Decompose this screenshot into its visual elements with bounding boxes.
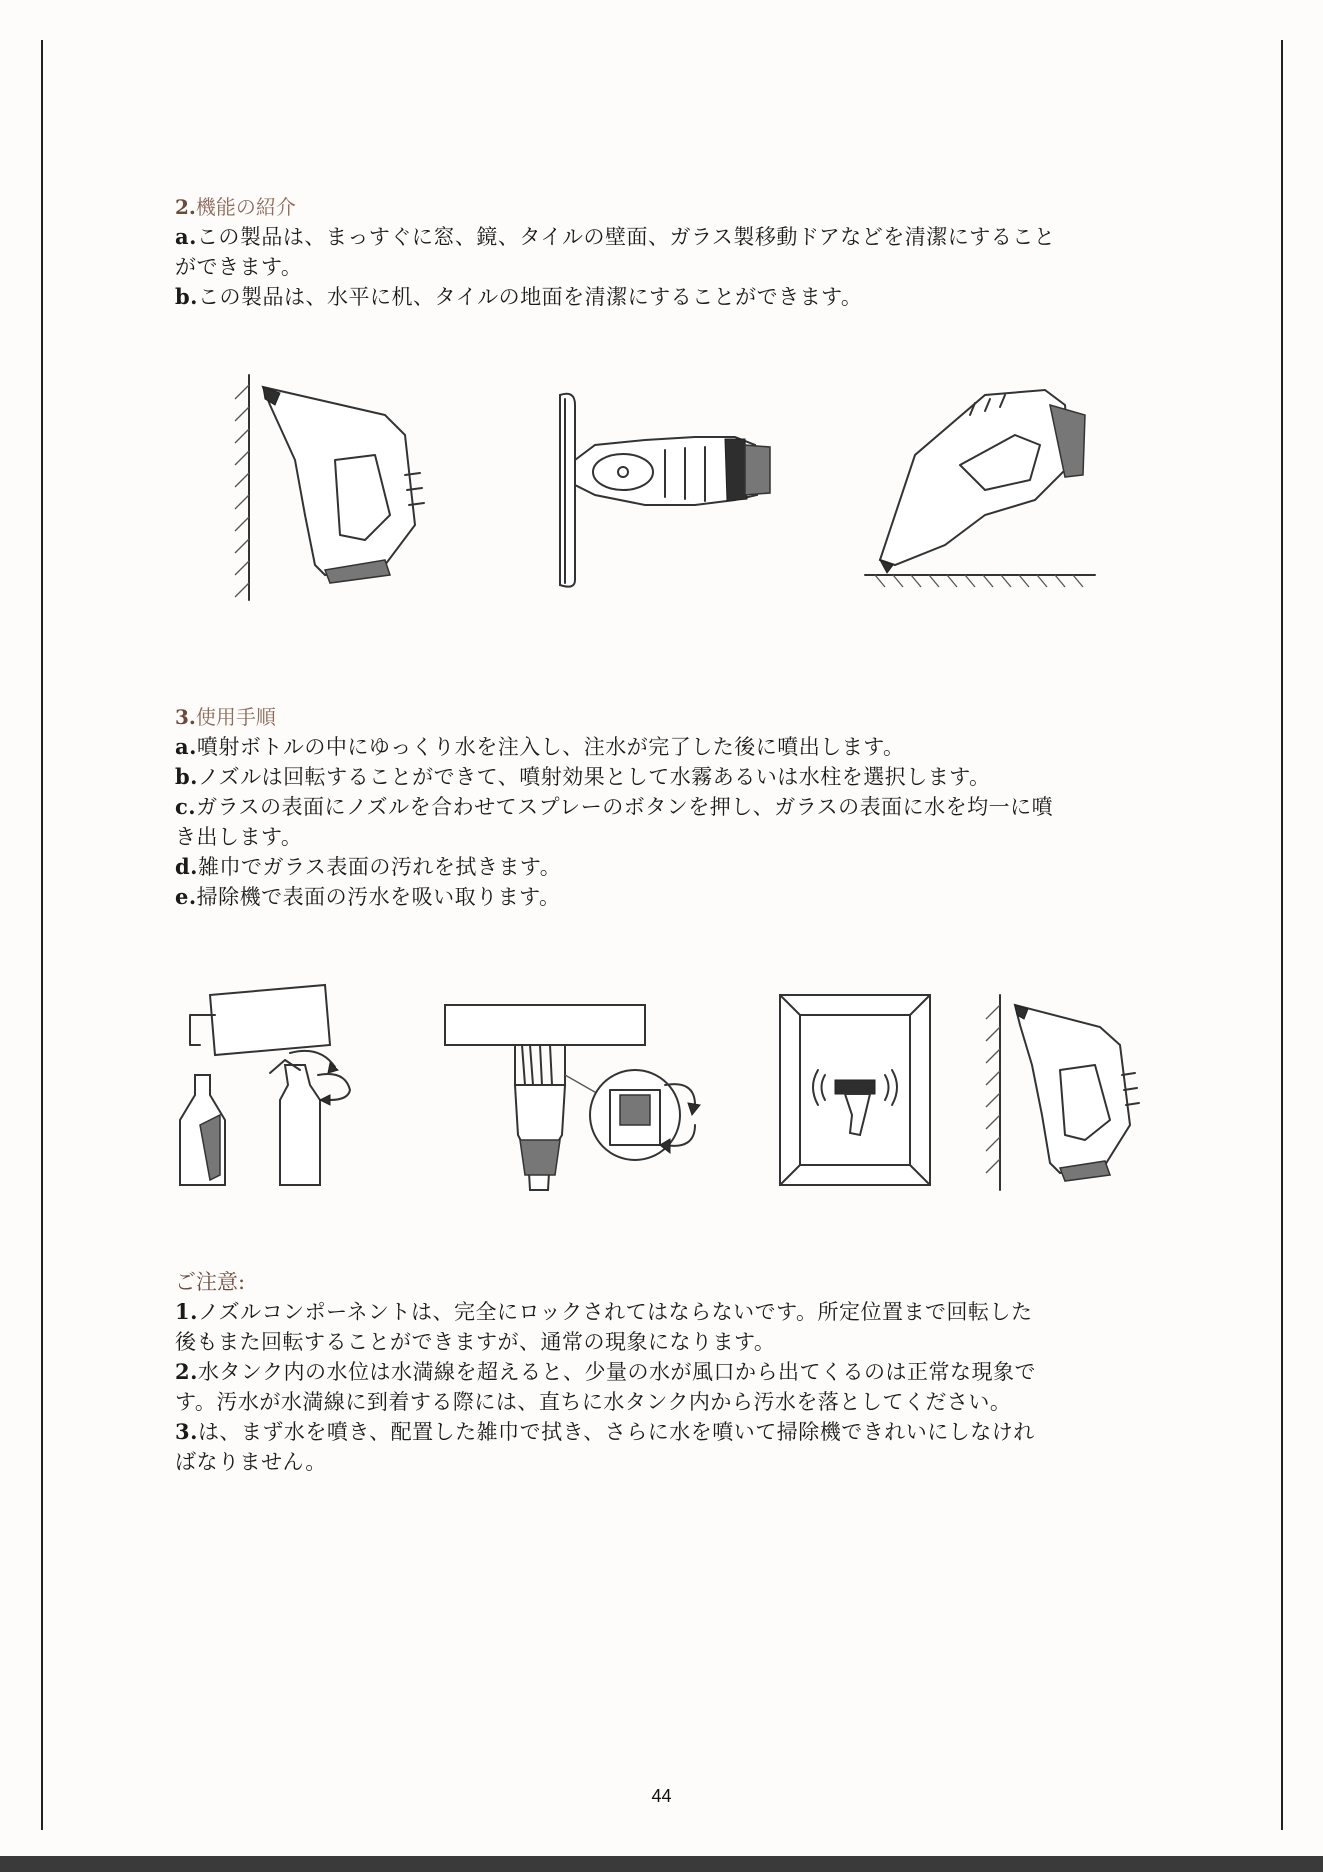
page-border-left — [41, 40, 43, 1830]
note-line: ばなりません。 — [175, 1450, 327, 1474]
usage-figures-row-2 — [170, 975, 1170, 1205]
text-line: c.ガラスの表面にノズルを合わせてスプレーのボタンを押し、ガラスの表面に水を均一に噴 — [175, 794, 1054, 819]
text-line: a.この製品は、まっすぐに窓、鏡、タイルの壁面、ガラス製移動ドアなどを清潔にすること — [175, 224, 1056, 249]
vacuum-on-wall-illustration — [235, 375, 424, 600]
vacuum-suction-wall-illustration — [986, 995, 1139, 1190]
section-usage-steps — [175, 702, 1195, 912]
text-line: b.この製品は、水平に机、タイルの地面を清潔にすることができます。 — [175, 284, 863, 309]
page-border-right — [1281, 40, 1283, 1830]
text-line: b.ノズルは回転することができて、噴射効果として水霧あるいは水柱を選択します。 — [175, 764, 991, 789]
section-notes — [175, 1267, 1195, 1477]
note-line: 2.水タンク内の水位は水満線を超えると、少量の水が風口から出てくるのは正常な現象で — [175, 1359, 1037, 1384]
vacuum-front-view-illustration — [560, 394, 770, 587]
note-line: 3.は、まず水を噴き、配置した雑巾で拭き、さらに水を噴いて掃除機できれいにしなけれ — [175, 1419, 1035, 1444]
text-line: き出します。 — [175, 825, 303, 849]
spray-on-window-illustration — [780, 995, 930, 1185]
note-line: す。汚水が水満線に到着する際には、直ちに水タンク内から汚水を落としてください。 — [175, 1390, 1012, 1414]
scan-bottom-edge — [0, 1856, 1323, 1872]
text-line: a.噴射ボトルの中にゆっくり水を注入し、注水が完了した後に噴出します。 — [175, 734, 905, 759]
spray-bottle-filling-illustration — [180, 985, 350, 1185]
usage-figures-row-1 — [225, 365, 1105, 605]
nozzle-rotation-illustration — [445, 1005, 700, 1190]
text-line: d.雑巾でガラス表面の汚れを拭きます。 — [175, 854, 562, 879]
section-heading: 3.使用手順 — [175, 705, 276, 729]
note-line: 後もまた回転することができますが、通常の現象になります。 — [175, 1330, 776, 1354]
text-line: ができます。 — [175, 255, 303, 279]
section-heading: 2.機能の紹介 — [175, 195, 296, 219]
page-number: 44 — [651, 1786, 672, 1806]
section-functions — [175, 192, 1195, 312]
note-line: 1.ノズルコンポーネントは、完全にロックされてはならないです。所定位置まで回転した — [175, 1299, 1033, 1324]
text-line: e.掃除機で表面の汚水を吸い取ります。 — [175, 884, 561, 909]
notes-title: ご注意: — [175, 1270, 246, 1294]
vacuum-on-floor-illustration — [865, 390, 1095, 587]
